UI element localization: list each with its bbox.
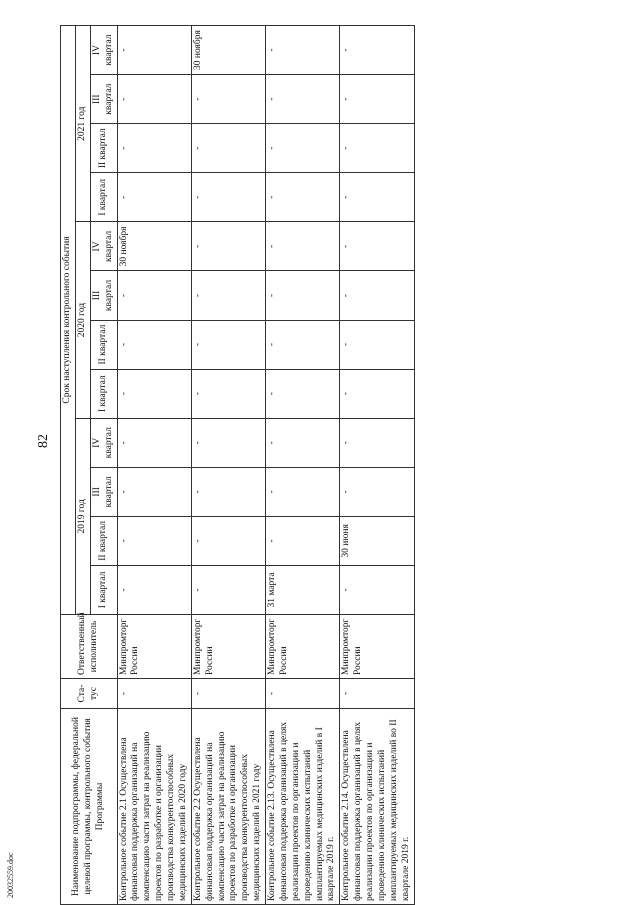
deadline-cell: - bbox=[117, 369, 191, 418]
deadline-cell: - bbox=[340, 222, 414, 271]
deadline-cell: - bbox=[191, 565, 265, 614]
event-name: Контрольное событие 2.13. Осуществлена финансовая поддержка организаций в целях реализации проектов по организации и проведению клинических испытаний имплантируемых медицинских изделий в I квартале 2019 г. bbox=[266, 709, 340, 905]
deadline-cell: - bbox=[340, 271, 414, 320]
table-row bbox=[266, 26, 340, 905]
deadline-cell: - bbox=[266, 418, 340, 467]
deadline-cell: - bbox=[117, 418, 191, 467]
deadline-cell: - bbox=[191, 369, 265, 418]
deadline-cell: - bbox=[340, 26, 414, 75]
deadline-cell: - bbox=[191, 173, 265, 222]
deadline-cell: - bbox=[340, 173, 414, 222]
deadline-cell: - bbox=[191, 467, 265, 516]
header-deadline: Срок наступления контрольного события bbox=[61, 26, 76, 615]
deadline-cell: - bbox=[191, 75, 265, 124]
deadline-cell: 30 ноября bbox=[191, 26, 265, 75]
deadline-cell: - bbox=[340, 320, 414, 369]
header-quarter: III квартал bbox=[90, 271, 117, 320]
deadline-cell: 30 ноября bbox=[117, 222, 191, 271]
control-events-table bbox=[60, 25, 415, 905]
event-name: Контрольное событие 2.2 Осуществлена финансовая поддержка организаций на компенсацию части затрат на реализацию проектов по разработке и организации производства конкурентоспособных медицинских изделий в 2021 году bbox=[191, 709, 265, 905]
deadline-cell: - bbox=[266, 124, 340, 173]
deadline-cell: - bbox=[191, 320, 265, 369]
deadline-cell: - bbox=[117, 173, 191, 222]
deadline-cell: - bbox=[117, 75, 191, 124]
event-name: Контрольное событие 2.1 Осуществлена финансовая поддержка организаций на компенсацию части затрат на реализацию проектов по разработке и организации производства конкурентоспособных медицинских изделий в 2020 году bbox=[117, 709, 191, 905]
header-status: Ста-тус bbox=[61, 679, 118, 709]
deadline-cell: - bbox=[191, 124, 265, 173]
header-quarter: I квартал bbox=[90, 173, 117, 222]
deadline-cell: - bbox=[266, 75, 340, 124]
deadline-cell: - bbox=[266, 320, 340, 369]
header-quarter: IV квартал bbox=[90, 26, 117, 75]
deadline-cell: - bbox=[266, 173, 340, 222]
table-row bbox=[340, 26, 414, 905]
deadline-cell: - bbox=[266, 271, 340, 320]
event-status: - bbox=[191, 679, 265, 709]
deadline-cell: - bbox=[340, 124, 414, 173]
header-quarter: III квартал bbox=[90, 75, 117, 124]
deadline-cell: - bbox=[266, 222, 340, 271]
deadline-cell: - bbox=[191, 516, 265, 565]
deadline-cell: - bbox=[340, 467, 414, 516]
header-year: 2019 год bbox=[75, 418, 90, 614]
header-quarter: II квартал bbox=[90, 124, 117, 173]
deadline-cell: - bbox=[117, 516, 191, 565]
event-status: - bbox=[340, 679, 414, 709]
deadline-cell: - bbox=[191, 271, 265, 320]
event-name: Контрольное событие 2.14. Осуществлена финансовая поддержка организаций в целях реализации проектов по организации и проведению клинических испытаний имплантируемых медицинских изделий во II квартале 2019 г. bbox=[340, 709, 414, 905]
deadline-cell: - bbox=[340, 565, 414, 614]
deadline-cell: - bbox=[340, 369, 414, 418]
deadline-cell: - bbox=[117, 26, 191, 75]
event-executor: Минпромторг России bbox=[191, 615, 265, 679]
header-quarter: I квартал bbox=[90, 369, 117, 418]
header-name: Наименование подпрограммы, федеральной целевой программы, контрольного события Программы bbox=[61, 709, 118, 905]
page-number: 82 bbox=[36, 434, 51, 448]
deadline-cell: - bbox=[266, 26, 340, 75]
header-quarter: I квартал bbox=[90, 565, 117, 614]
header-quarter: II квартал bbox=[90, 516, 117, 565]
event-executor: Минпромторг России bbox=[340, 615, 414, 679]
deadline-cell: - bbox=[117, 320, 191, 369]
event-executor: Минпромторг России bbox=[117, 615, 191, 679]
header-quarter: III квартал bbox=[90, 467, 117, 516]
deadline-cell: 30 июня bbox=[340, 516, 414, 565]
deadline-cell: - bbox=[117, 124, 191, 173]
deadline-cell: - bbox=[340, 75, 414, 124]
event-executor: Минпромторг России bbox=[266, 615, 340, 679]
deadline-cell: - bbox=[266, 369, 340, 418]
table-row bbox=[117, 26, 191, 905]
deadline-cell: - bbox=[266, 467, 340, 516]
deadline-cell: - bbox=[117, 271, 191, 320]
event-status: - bbox=[266, 679, 340, 709]
header-year: 2020 год bbox=[75, 222, 90, 418]
deadline-cell: 31 марта bbox=[266, 565, 340, 614]
document-filename: 20032559.doc bbox=[6, 852, 15, 898]
deadline-cell: - bbox=[191, 418, 265, 467]
header-quarter: II квартал bbox=[90, 320, 117, 369]
header-executor: Ответственный исполнитель bbox=[61, 615, 118, 679]
deadline-cell: - bbox=[340, 418, 414, 467]
header-quarter: IV квартал bbox=[90, 222, 117, 271]
rotated-table-frame bbox=[60, 25, 640, 905]
deadline-cell: - bbox=[191, 222, 265, 271]
deadline-cell: - bbox=[117, 467, 191, 516]
header-year: 2021 год bbox=[75, 26, 90, 222]
table-row bbox=[191, 26, 265, 905]
deadline-cell: - bbox=[266, 516, 340, 565]
deadline-cell: - bbox=[117, 565, 191, 614]
event-status: - bbox=[117, 679, 191, 709]
header-quarter: IV квартал bbox=[90, 418, 117, 467]
